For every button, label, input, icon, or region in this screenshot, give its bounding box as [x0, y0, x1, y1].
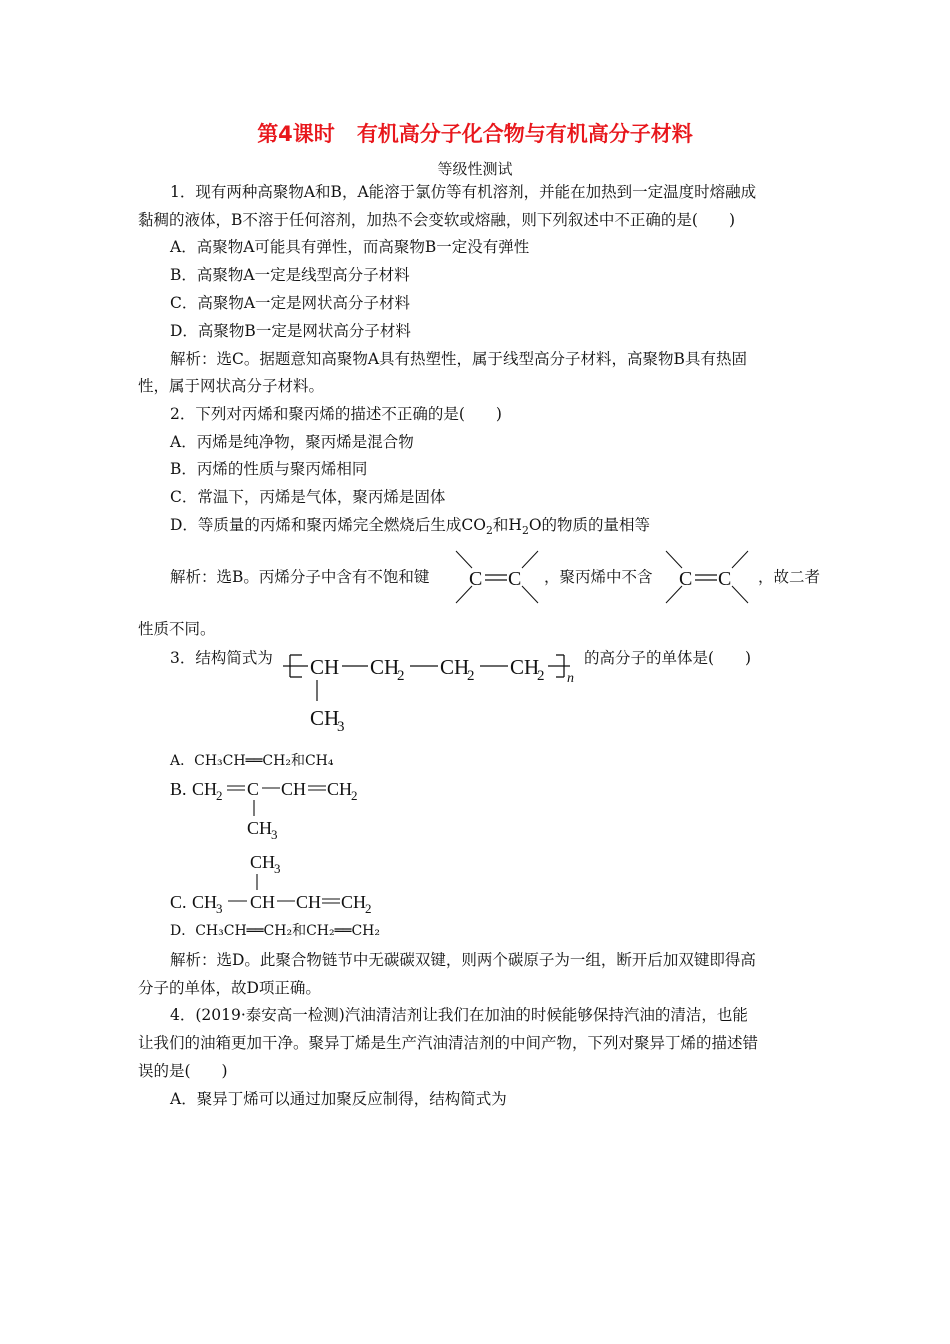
- svg-text:3: 3: [216, 901, 223, 916]
- q1-option-d: D．高聚物B一定是网状高分子材料: [170, 322, 411, 340]
- svg-text:3: 3: [337, 719, 345, 735]
- q4-option-a: A．聚异丁烯可以通过加聚反应制得，结构简式为: [170, 1090, 507, 1108]
- svg-text:CH: CH: [192, 779, 218, 799]
- lesson-number: 第4课时: [257, 122, 335, 146]
- q3-analysis-line1: 解析：选D。此聚合物链节中无碳碳双键，则两个碳原子为一组，断开后加双键即得高: [170, 951, 756, 969]
- svg-text:2: 2: [397, 668, 405, 684]
- q1-stem-line2: 黏稠的液体，B不溶于任何溶剂，加热不会变软或熔融，则下列叙述中不正确的是( ): [138, 211, 735, 229]
- ch2-group-label: CH: [440, 655, 470, 679]
- svg-text:2: 2: [537, 668, 545, 684]
- svg-text:C.: C.: [170, 892, 187, 912]
- repeat-n-label: n: [567, 671, 574, 686]
- ch2-group-label: CH: [510, 655, 540, 679]
- q2-analysis-part2: ，聚丙烯中不含: [544, 568, 653, 586]
- polymer-structure-formula: [280, 643, 585, 739]
- svg-text:CH: CH: [296, 892, 322, 912]
- svg-text:CH: CH: [250, 892, 276, 912]
- q1-analysis-line2: 性，属于网状高分子材料。: [138, 377, 325, 395]
- q3-analysis-line2: 分子的单体，故D项正确。: [138, 979, 321, 997]
- ch3-branch-label: CH: [310, 706, 340, 730]
- svg-text:C: C: [247, 779, 260, 799]
- svg-text:2: 2: [216, 788, 223, 803]
- ch-group-label: CH: [310, 655, 340, 679]
- svg-text:3: 3: [274, 861, 281, 876]
- svg-text:CH: CH: [250, 852, 276, 872]
- carbon-atom-label: C: [679, 568, 693, 590]
- q4-stem-line2: 让我们的油箱更加干净。聚异丁烯是生产汽油清洁剂的中间产物，下列对聚异丁烯的描述错: [138, 1034, 759, 1052]
- q3-stem-part2: 的高分子的单体是( ): [584, 649, 752, 667]
- section-subtitle: 等级性测试: [437, 160, 513, 178]
- q2-option-b: B．丙烯的性质与聚丙烯相同: [170, 460, 368, 478]
- q4-stem-line1: 4．(2019·泰安高一检测)汽油清洁剂让我们在加油的时候能够保持汽油的清洁，也能: [170, 1006, 748, 1024]
- q1-option-b: B．高聚物A一定是线型高分子材料: [170, 266, 410, 284]
- svg-text:2: 2: [467, 668, 475, 684]
- svg-text:B.: B.: [170, 779, 187, 799]
- q2-analysis-part3: ，故二者: [758, 568, 821, 586]
- q4-stem-line3: 误的是( ): [138, 1062, 228, 1080]
- q1-option-a: A．高聚物A可能具有弹性，而高聚物B一定没有弹性: [170, 238, 530, 256]
- alkene-double-bond-structure-1: [452, 548, 542, 606]
- q3-option-d: D．CH₃CH══CH₂和CH₂══CH₂: [170, 923, 380, 939]
- carbon-atom-label: C: [508, 568, 522, 590]
- ch2-group-label: CH: [370, 655, 400, 679]
- q2-option-a: A．丙烯是纯净物，聚丙烯是混合物: [170, 433, 414, 451]
- q3-option-b-structure: [170, 774, 370, 840]
- q1-analysis-line1: 解析：选C。据题意知高聚物A具有热塑性，属于线型高分子材料，高聚物B具有热固: [170, 350, 747, 368]
- q2-option-d: D．等质量的丙烯和聚丙烯完全燃烧后生成$CO_2$和$H_2O$的物质的量相等: [170, 516, 651, 538]
- q3-option-a: A．CH₃CH══CH₂和CH₄: [170, 753, 334, 769]
- q2-analysis-line2: 性质不同。: [138, 620, 216, 638]
- q3-stem-part1: 3．结构简式为: [170, 649, 273, 667]
- q2-option-c: C．常温下，丙烯是气体，聚丙烯是固体: [170, 488, 446, 506]
- alkene-double-bond-structure-2: [662, 548, 752, 606]
- q1-stem-line1: 1．现有两种高聚物A和B，A能溶于氯仿等有机溶剂，并能在加热到一定温度时熔融成: [170, 183, 757, 201]
- page-title: [0, 118, 950, 148]
- svg-text:CH: CH: [281, 779, 307, 799]
- svg-text:3: 3: [271, 827, 278, 840]
- q2-analysis-part1: 解析：选B。丙烯分子中含有不饱和键: [170, 568, 430, 586]
- q2-stem: 2．下列对丙烯和聚丙烯的描述不正确的是( ): [170, 405, 502, 423]
- svg-text:CH: CH: [341, 892, 367, 912]
- carbon-atom-label: C: [469, 568, 483, 590]
- svg-text:CH: CH: [247, 818, 273, 838]
- svg-text:CH: CH: [327, 779, 353, 799]
- svg-text:2: 2: [365, 901, 372, 916]
- q1-option-c: C．高聚物A一定是网状高分子材料: [170, 294, 411, 312]
- svg-text:2: 2: [351, 788, 358, 803]
- svg-text:CH: CH: [192, 892, 218, 912]
- q3-option-c-structure: [170, 848, 380, 916]
- lesson-title: 有机高分子化合物与有机高分子材料: [356, 122, 693, 146]
- carbon-atom-label: C: [718, 568, 732, 590]
